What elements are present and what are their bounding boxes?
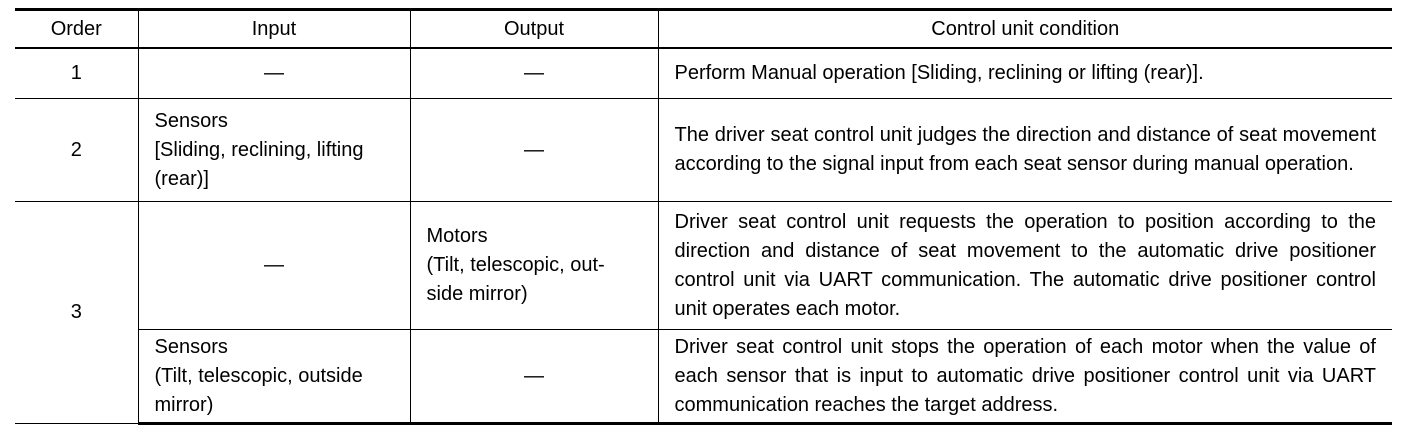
table-header-row	[15, 10, 1392, 49]
header-output: Output	[410, 10, 658, 49]
output-cell: —	[410, 48, 658, 99]
order-cell: 1	[15, 48, 138, 99]
input-line: [Sliding, reclining, lifting	[154, 138, 364, 161]
input-cell: —	[138, 202, 410, 330]
input-line: (Tilt, telescopic, outside	[154, 364, 363, 387]
input-cell	[138, 330, 410, 424]
condition-cell: Driver seat control unit stops the operation of each motor when the value of each sensor that is input to automatic drive positioner control unit via UART communication reaches the target address.	[658, 330, 1392, 424]
header-order: Order	[15, 10, 138, 49]
table-row	[15, 48, 1392, 99]
input-cell	[138, 99, 410, 202]
input-line: Sensors	[154, 109, 228, 132]
output-cell	[410, 202, 658, 330]
output-cell: —	[410, 330, 658, 424]
table-row	[15, 330, 1392, 424]
table-row	[15, 202, 1392, 330]
input-line: mirror)	[154, 393, 214, 416]
output-cell: —	[410, 99, 658, 202]
output-line: (Tilt, telescopic, out-	[426, 254, 605, 276]
input-cell: —	[138, 48, 410, 99]
input-line: (rear)]	[154, 167, 209, 190]
control-sequence-table	[15, 8, 1392, 425]
condition-cell: Driver seat control unit requests the operation to position according to the direction and distance of seat movement to the automatic drive positioner control unit via UART communication. The automatic drive positioner control unit operates each motor.	[658, 202, 1392, 330]
order-cell: 2	[15, 99, 138, 202]
condition-cell: The driver seat control unit judges the direction and distance of seat movement according to the signal input from each seat sensor during manual operation.	[658, 99, 1392, 202]
condition-cell: Perform Manual operation [Sliding, reclining or lifting (rear)].	[658, 48, 1392, 99]
input-line: Sensors	[154, 335, 228, 358]
header-condition: Control unit condition	[658, 10, 1392, 49]
table-row	[15, 99, 1392, 202]
output-line: Motors	[426, 225, 488, 247]
header-input: Input	[138, 10, 410, 49]
order-cell: 3	[15, 202, 138, 424]
output-line: side mirror)	[426, 283, 528, 305]
